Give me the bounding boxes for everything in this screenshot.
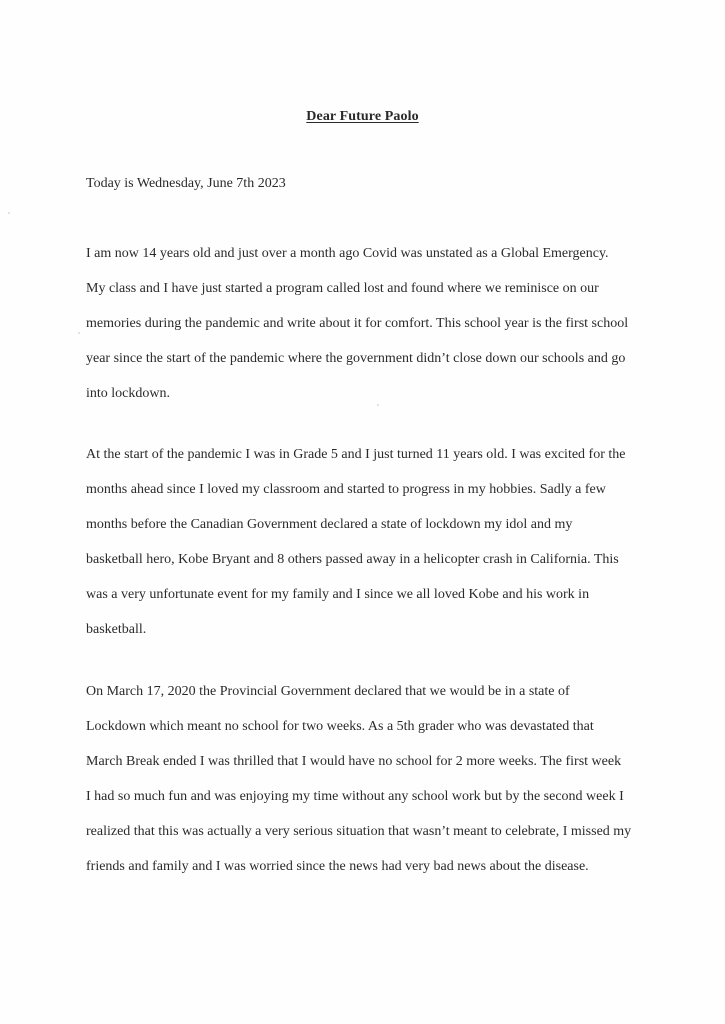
paragraph-line: At the start of the pandemic I was in Grade 5 and I just turned 11 years old. I was excited for the bbox=[86, 447, 626, 462]
paragraph-line: year since the start of the pandemic where the government didn’t close down our schools and go bbox=[86, 351, 626, 366]
paragraph-line: I am now 14 years old and just over a month ago Covid was unstated as a Global Emergency. bbox=[86, 246, 609, 261]
paragraph-line: Lockdown which meant no school for two weeks. As a 5th grader who was devastated that bbox=[86, 719, 594, 734]
scan-speck bbox=[377, 404, 379, 406]
paragraph-line: On March 17, 2020 the Provincial Government declared that we would be in a state of bbox=[86, 684, 570, 699]
paragraph-line: March Break ended I was thrilled that I would have no school for 2 more weeks. The first week bbox=[86, 754, 622, 769]
paragraph-line: months ahead since I loved my classroom and started to progress in my hobbies. Sadly a few bbox=[86, 482, 606, 497]
scan-speck bbox=[78, 332, 80, 334]
paragraph-line: realized that this was actually a very serious situation that wasn’t meant to celebrate, I missed my bbox=[86, 824, 632, 839]
paragraph-line: basketball hero, Kobe Bryant and 8 others passed away in a helicopter crash in California. This bbox=[86, 552, 619, 567]
paragraph-line: memories during the pandemic and write about it for comfort. This school year is the first school bbox=[86, 316, 629, 331]
paragraph-line: was a very unfortunate event for my family and I since we all loved Kobe and his work in bbox=[86, 587, 590, 602]
paragraph-line: I had so much fun and was enjoying my time without any school work but by the second week I bbox=[86, 789, 624, 804]
paragraph-line: basketball. bbox=[86, 622, 147, 637]
paragraph-1 bbox=[86, 245, 628, 420]
paragraph-line: friends and family and I was worried since the news had very bad news about the disease. bbox=[86, 859, 589, 874]
paragraph-3 bbox=[86, 683, 631, 893]
paragraph-line: months before the Canadian Government declared a state of lockdown my idol and my bbox=[86, 517, 573, 532]
scan-speck bbox=[8, 212, 10, 214]
paragraph-line: My class and I have just started a program called lost and found where we reminisce on our bbox=[86, 281, 599, 296]
letter-title: Dear Future Paolo bbox=[306, 109, 419, 124]
date-line: Today is Wednesday, June 7th 2023 bbox=[86, 176, 286, 191]
paragraph-line: into lockdown. bbox=[86, 386, 170, 401]
paragraph-2 bbox=[86, 446, 625, 656]
